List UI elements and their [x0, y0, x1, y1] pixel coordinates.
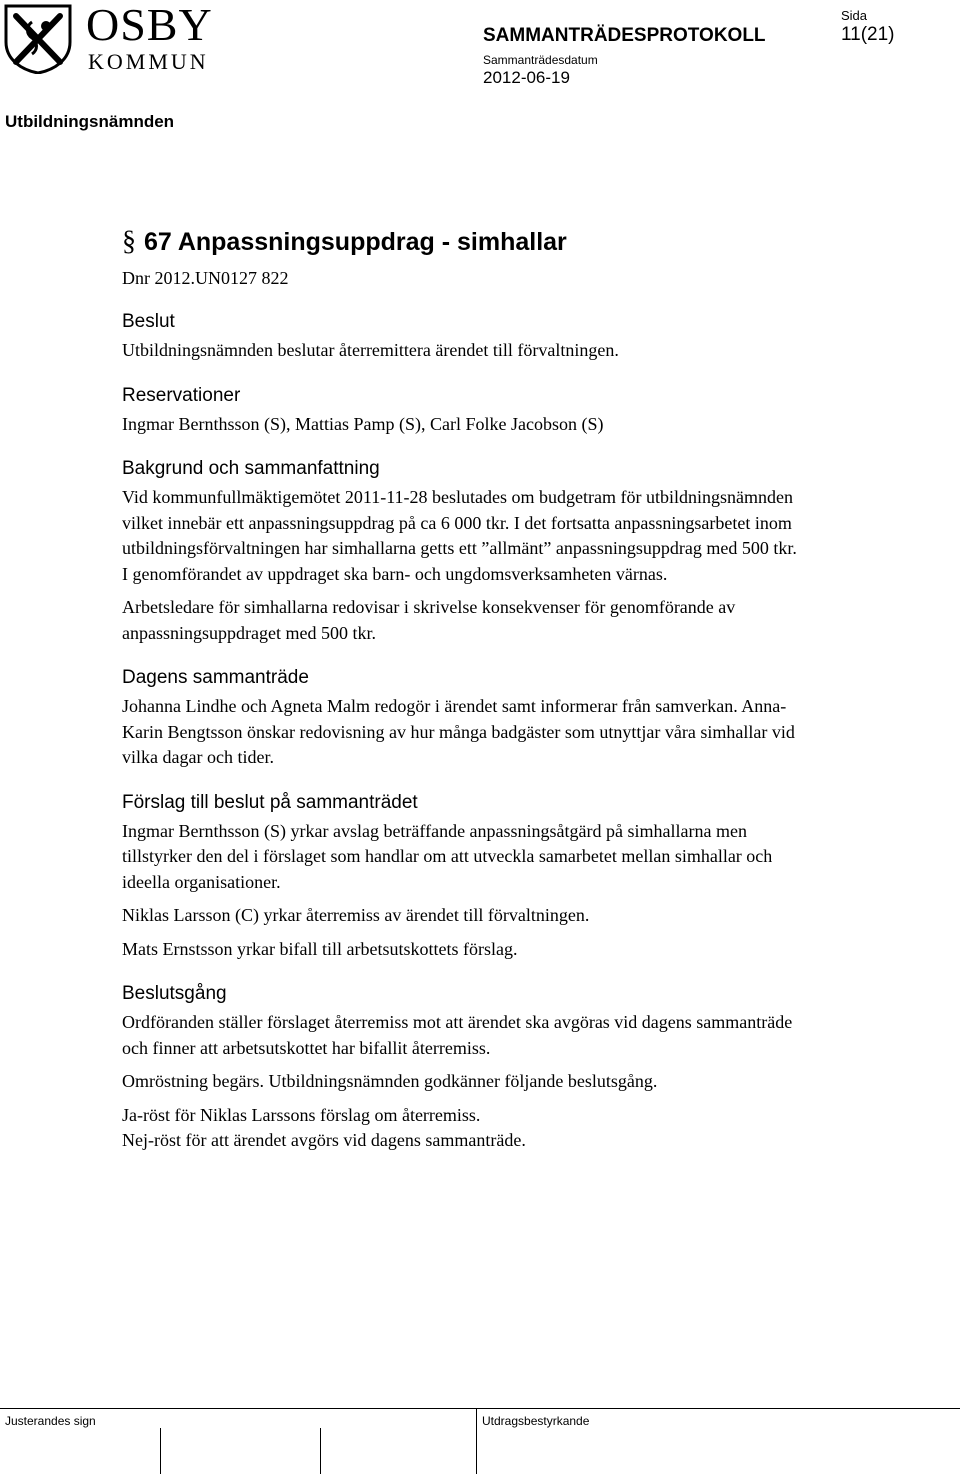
date-label: Sammanträdesdatum: [483, 53, 598, 67]
section-heading-bakgrund: Bakgrund och sammanfattning: [122, 458, 380, 479]
section-heading-forslag: Förslag till beslut på sammanträdet: [122, 791, 418, 813]
section-heading-beslutsgang: Beslutsgång: [122, 983, 227, 1004]
page-label: Sida: [841, 8, 868, 23]
paragraph-symbol: §: [122, 226, 136, 257]
section-heading-beslut: Beslut: [122, 311, 175, 332]
diary-number: Dnr 2012.UN0127 822: [122, 268, 289, 288]
bakgrund-paragraph-2: Arbetsledare för simhallarna redovisar i skrivelse konsekvenser för genomförande av anpassningsuppdraget med 500 tkr.: [122, 597, 736, 643]
page-number: 11(21): [841, 24, 895, 45]
utdragsbestyrkande-label: Utdragsbestyrkande: [482, 1414, 590, 1428]
item-title-text: 67 Anpassningsuppdrag - simhallar: [144, 228, 567, 256]
beslutsgang-paragraph-4: Nej-röst för att ärendet avgörs vid dagens sammanträde.: [122, 1130, 526, 1150]
signature-footer: [0, 1408, 960, 1474]
signature-box-2: [160, 1428, 321, 1474]
dagens-text: Johanna Lindhe och Agneta Malm redogör i ärendet samt informerar från samverkan. Anna-Karin Bengtsson önskar redovisning av hur många badgäster som utnyttjar våra simhallar vid vilka dagar och tider.: [122, 696, 795, 767]
logo-subtitle: KOMMUN: [88, 49, 209, 74]
protocol-item: [122, 224, 802, 1162]
item-title: [122, 224, 802, 260]
footer-separator: [476, 1408, 477, 1474]
beslut-text: Utbildningsnämnden beslutar återremittera ärendet till förvaltningen.: [122, 340, 619, 360]
section-heading-reservationer: Reservationer: [122, 384, 241, 406]
signature-box-1: [0, 1428, 161, 1474]
document-type: SAMMANTRÄDESPROTOKOLL: [483, 25, 766, 46]
beslutsgang-paragraph-2: Omröstning begärs. Utbildningsnämnden godkänner följande beslutsgång.: [122, 1071, 658, 1091]
justerandes-sign-label: Justerandes sign: [5, 1414, 96, 1428]
beslutsgang-paragraph-3: Ja-röst för Niklas Larssons förslag om återremiss.: [122, 1104, 481, 1125]
meeting-date: 2012-06-19: [483, 68, 570, 87]
forslag-paragraph-1: Ingmar Bernthsson (S) yrkar avslag beträffande anpassningsåtgärd på simhallarna men tillstyrker den del i förslaget som handlar om att utveckla samarbetet mellan simhallar och ideella organisationer.: [122, 820, 773, 892]
bakgrund-paragraph-1: Vid kommunfullmäktigemötet 2011-11-28 beslutades om budgetram för utbildningsnämnden vilket innebär ett anpassningsuppdrag på ca 6 000 tkr. I det fortsatta anpassningsarbetet inom utbildningsförvaltningen har simhallarna getts ett ”allmänt” anpassningsuppdrag med 500 tkr. I genomförandet av uppdraget ska barn- och ungdomsverksamheten värnas.: [122, 487, 797, 584]
beslutsgang-paragraph-1: Ordföranden ställer förslaget återremiss mot att ärendet ska avgöras vid dagens sammanträde och finner att arbetsutskottet har bifallit återremiss.: [122, 1012, 793, 1058]
committee-name: Utbildningsnämnden: [5, 112, 175, 131]
forslag-paragraph-3: Mats Ernstsson yrkar bifall till arbetsutskottets förslag.: [122, 938, 518, 959]
section-heading-dagens: Dagens sammanträde: [122, 667, 309, 688]
reservationer-text: Ingmar Bernthsson (S), Mattias Pamp (S), Carl Folke Jacobson (S): [122, 413, 604, 434]
osby-emblem-logo: [2, 2, 74, 74]
forslag-paragraph-2: Niklas Larsson (C) yrkar återremiss av ärendet till förvaltningen.: [122, 905, 590, 925]
logo-wordmark: OSBY: [86, 0, 213, 50]
signature-box-3: [320, 1428, 477, 1474]
footer-divider: [0, 1408, 960, 1409]
